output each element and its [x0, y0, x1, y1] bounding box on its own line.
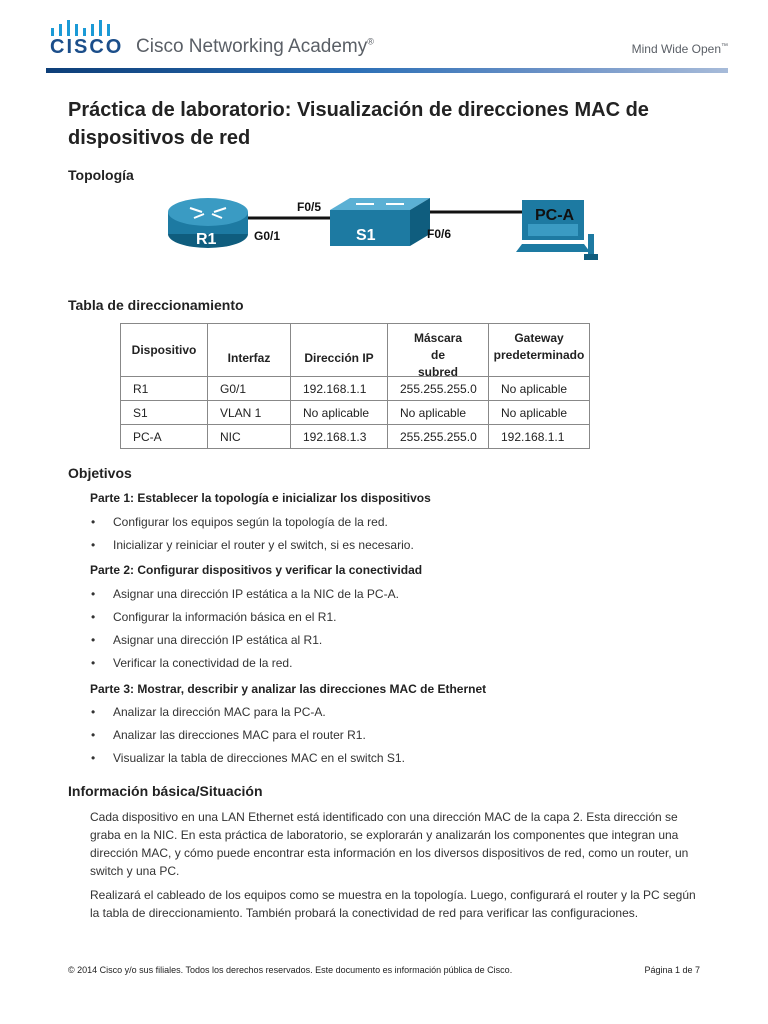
table-cell: 255.255.255.0 [388, 377, 489, 401]
router-label: R1 [196, 231, 217, 248]
academy-title: Cisco Networking Academy® [136, 36, 374, 57]
table-cell: VLAN 1 [208, 401, 291, 425]
col-header-dispositivo: Dispositivo [121, 324, 208, 377]
parte-2-title: Parte 2: Configurar dispositivos y verificar la conectividad [90, 563, 423, 577]
port-label-f06: F0/6 [427, 227, 452, 241]
col-header-gateway: Gateway predeterminado [489, 324, 590, 377]
table-row [121, 425, 590, 449]
table-row [121, 377, 590, 401]
table-cell: NIC [208, 425, 291, 449]
table-cell: S1 [121, 401, 208, 425]
list-item: • Visualizar la tabla de direcciones MAC en el switch S1. [91, 751, 405, 765]
list-item: • Analizar las direcciones MAC para el router R1. [91, 728, 366, 742]
table-cell: No aplicable [291, 401, 388, 425]
switch-label: S1 [356, 227, 376, 244]
footer-copyright: © 2014 Cisco y/o sus filiales. Todos los derechos reservados. Este documento es información pública de Cisco. [68, 965, 513, 975]
list-item: • Inicializar y reiniciar el router y el switch, si es necesario. [91, 538, 414, 552]
table-cell: R1 [121, 377, 208, 401]
table-cell: 255.255.255.0 [388, 425, 489, 449]
switch-icon [330, 198, 430, 246]
header-divider [46, 68, 728, 73]
port-label-f05: F0/5 [297, 200, 322, 214]
cisco-bars-icon [50, 18, 114, 38]
footer-page-number: Página 1 de 7 [644, 965, 700, 975]
table-row [121, 401, 590, 425]
list-item: • Analizar la dirección MAC para la PC-A. [91, 705, 326, 719]
table-cell: 192.168.1.1 [291, 377, 388, 401]
table-cell: No aplicable [489, 377, 590, 401]
parte-3-title: Parte 3: Mostrar, describir y analizar las direcciones MAC de Ethernet [90, 682, 487, 696]
port-label-g01: G0/1 [254, 229, 281, 243]
topology-diagram [160, 190, 610, 270]
table-cell: G0/1 [208, 377, 291, 401]
tagline: Mind Wide Open™ [631, 42, 728, 56]
parte-1-title: Parte 1: Establecer la topología e inicializar los dispositivos [90, 491, 431, 505]
table-cell: 192.168.1.3 [291, 425, 388, 449]
col-header-direccion-ip: Dirección IP [291, 324, 388, 377]
col-header-interfaz: Interfaz [208, 324, 291, 377]
table-cell: No aplicable [489, 401, 590, 425]
section-topologia: Topología [68, 167, 134, 183]
col-header-mascara: Máscara de subred [388, 324, 489, 377]
table-cell: 192.168.1.1 [489, 425, 590, 449]
section-tabla: Tabla de direccionamiento [68, 297, 244, 313]
table-header-row [121, 324, 590, 377]
list-item: • Configurar los equipos según la topología de la red. [91, 515, 388, 529]
list-item: • Verificar la conectividad de la red. [91, 656, 293, 670]
list-item: • Configurar la información básica en el R1. [91, 610, 337, 624]
info-paragraph-1: Cada dispositivo en una LAN Ethernet está identificado con una dirección MAC de la capa 2. Esta dirección se graba en la NIC. En esta práctica de laboratorio, se explorarán y analizarán los componentes que integran una dirección MAC, y cómo puede encontrar esta información en los diversos dispositivos de red, como un router, un switch y una PC. [90, 810, 689, 878]
addressing-table [120, 323, 590, 449]
table-cell: PC-A [121, 425, 208, 449]
pc-label: PC-A [535, 207, 575, 224]
list-item: • Asignar una dirección IP estática al R1. [91, 633, 323, 647]
section-informacion: Información básica/Situación [68, 783, 263, 799]
cisco-logo-text: CISCO [50, 36, 124, 58]
info-paragraph-2: Realizará el cableado de los equipos como se muestra en la topología. Luego, configurará el router y la PC según la tabla de direccionamiento. También probará la conectividad de red para verificar las configuraciones. [90, 888, 696, 920]
list-item: • Asignar una dirección IP estática a la NIC de la PC-A. [91, 587, 399, 601]
section-objetivos: Objetivos [68, 465, 132, 481]
page-title: Práctica de laboratorio: Visualización de direcciones MAC de dispositivos de red [68, 99, 649, 149]
table-cell: No aplicable [388, 401, 489, 425]
